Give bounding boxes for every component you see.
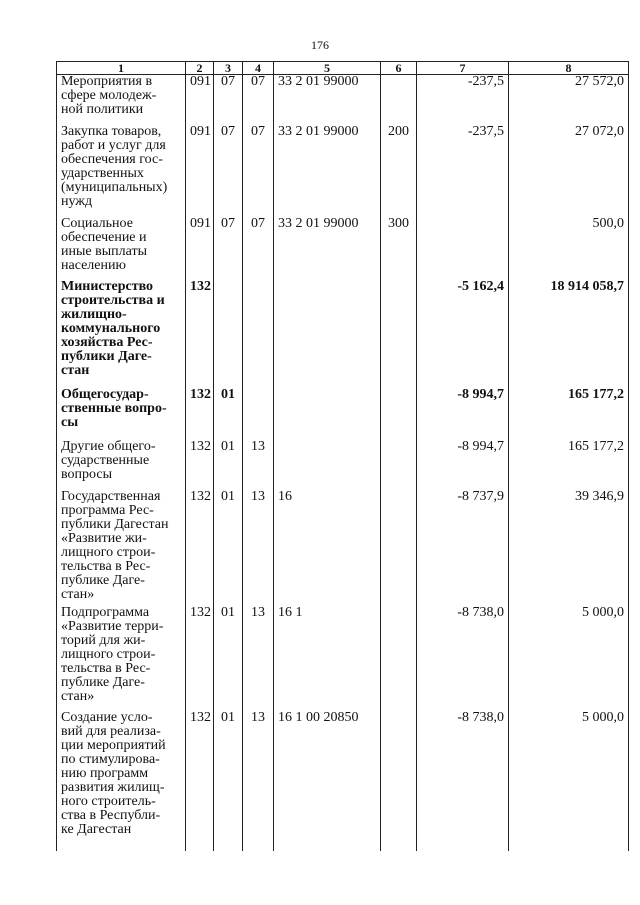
table-row <box>57 125 629 217</box>
row-c6-cell: 200 <box>381 125 417 217</box>
row-name: Создание усло- вий для реализа- ции мероприятий по стимулирова- нию программ развития жилищ- ного строитель- ства в Республи- ке Дагестан <box>61 709 166 837</box>
row-name: Государственная программа Рес- публики Дагестан «Развитие жи- лищного строи- тельства в Рес- публике Даге- стан» <box>61 488 169 602</box>
row-c7-cell: -8 737,9 <box>417 490 509 606</box>
row-c3-cell <box>214 280 243 388</box>
row-c4-cell: 07 <box>243 125 274 217</box>
header-col-4: 4 <box>243 62 274 75</box>
header-col-7: 7 <box>417 62 509 75</box>
table-row <box>57 217 629 280</box>
header-col-8: 8 <box>509 62 629 75</box>
row-c2-cell: 132 <box>186 490 214 606</box>
row-c8-cell: 5 000,0 <box>509 711 629 851</box>
row-c3-cell: 07 <box>214 75 243 125</box>
row-name: Мероприятия в сфере молодеж- ной политики <box>61 74 157 117</box>
row-c6-cell <box>381 440 417 490</box>
row-c3-cell: 01 <box>214 606 243 711</box>
header-col-5: 5 <box>274 62 381 75</box>
row-c4-cell: 13 <box>243 711 274 851</box>
row-c2-cell: 132 <box>186 606 214 711</box>
row-c6-cell <box>381 280 417 388</box>
row-name-cell <box>57 125 186 217</box>
row-c8-cell: 27 072,0 <box>509 125 629 217</box>
row-name-cell <box>57 490 186 606</box>
table-row <box>57 75 629 125</box>
page-number: 176 <box>311 38 329 52</box>
row-name: Подпрограмма «Развитие терри- торий для жи- лищного строи- тельства в Рес- публике Даге- стан» <box>61 604 164 704</box>
row-c6-cell <box>381 606 417 711</box>
row-c8-cell: 165 177,2 <box>509 440 629 490</box>
table-row <box>57 711 629 851</box>
row-c5-cell <box>274 440 381 490</box>
row-name-cell <box>57 606 186 711</box>
row-name-cell <box>57 280 186 388</box>
row-name: Общегосудар- ственные вопро- сы <box>61 386 167 430</box>
row-c4-cell <box>243 280 274 388</box>
row-c2-cell: 132 <box>186 388 214 440</box>
row-c6-cell <box>381 75 417 125</box>
row-c8-cell: 18 914 058,7 <box>509 280 629 388</box>
row-c2-cell: 132 <box>186 280 214 388</box>
row-c3-cell: 07 <box>214 125 243 217</box>
row-c7-cell: -8 738,0 <box>417 711 509 851</box>
row-c3-cell: 01 <box>214 711 243 851</box>
row-name-cell <box>57 440 186 490</box>
header-col-3: 3 <box>214 62 243 75</box>
row-c4-cell: 07 <box>243 75 274 125</box>
row-c7-cell: -5 162,4 <box>417 280 509 388</box>
row-c7-cell: -8 994,7 <box>417 388 509 440</box>
row-name: Другие общего- сударственные вопросы <box>61 438 156 482</box>
row-name-cell <box>57 75 186 125</box>
row-c5-cell <box>274 388 381 440</box>
row-c2-cell: 091 <box>186 217 214 280</box>
row-c6-cell <box>381 388 417 440</box>
row-c2-cell: 132 <box>186 711 214 851</box>
row-c5-cell: 16 1 00 20850 <box>274 711 381 851</box>
header-col-6: 6 <box>381 62 417 75</box>
row-c5-cell <box>274 280 381 388</box>
row-c7-cell: -8 738,0 <box>417 606 509 711</box>
row-name: Министерство строительства и жилищно- коммунального хозяйства Рес- публики Даге- стан <box>61 278 165 378</box>
table-row <box>57 388 629 440</box>
row-c8-cell: 500,0 <box>509 217 629 280</box>
row-name: Социальное обеспечение и иные выплаты населению <box>61 215 147 273</box>
header-col-2: 2 <box>186 62 214 75</box>
row-c6-cell: 300 <box>381 217 417 280</box>
row-c3-cell: 01 <box>214 388 243 440</box>
row-c8-cell: 5 000,0 <box>509 606 629 711</box>
row-c4-cell <box>243 388 274 440</box>
row-name: Закупка товаров, работ и услуг для обеспечения гос- ударственных (муниципальных) нужд <box>61 123 168 209</box>
row-c5-cell: 33 2 01 99000 <box>274 217 381 280</box>
row-c6-cell <box>381 711 417 851</box>
row-c8-cell: 39 346,9 <box>509 490 629 606</box>
table-row <box>57 280 629 388</box>
row-c5-cell: 33 2 01 99000 <box>274 75 381 125</box>
row-c3-cell: 01 <box>214 440 243 490</box>
budget-table <box>56 61 629 851</box>
row-name-cell <box>57 711 186 851</box>
row-c5-cell: 16 <box>274 490 381 606</box>
table-row <box>57 606 629 711</box>
row-name-cell <box>57 388 186 440</box>
row-c3-cell: 01 <box>214 490 243 606</box>
row-c4-cell: 13 <box>243 606 274 711</box>
row-c8-cell: 165 177,2 <box>509 388 629 440</box>
row-c3-cell: 07 <box>214 217 243 280</box>
header-row <box>57 62 629 75</box>
table-row <box>57 440 629 490</box>
row-c4-cell: 07 <box>243 217 274 280</box>
row-c6-cell <box>381 490 417 606</box>
row-c4-cell: 13 <box>243 440 274 490</box>
table-row <box>57 490 629 606</box>
row-c8-cell: 27 572,0 <box>509 75 629 125</box>
row-name-cell <box>57 217 186 280</box>
row-c4-cell: 13 <box>243 490 274 606</box>
row-c7-cell: -237,5 <box>417 125 509 217</box>
row-c7-cell: -237,5 <box>417 75 509 125</box>
header-col-1: 1 <box>57 62 186 75</box>
row-c2-cell: 091 <box>186 125 214 217</box>
row-c2-cell: 091 <box>186 75 214 125</box>
row-c7-cell <box>417 217 509 280</box>
row-c7-cell: -8 994,7 <box>417 440 509 490</box>
row-c5-cell: 33 2 01 99000 <box>274 125 381 217</box>
row-c2-cell: 132 <box>186 440 214 490</box>
row-c5-cell: 16 1 <box>274 606 381 711</box>
